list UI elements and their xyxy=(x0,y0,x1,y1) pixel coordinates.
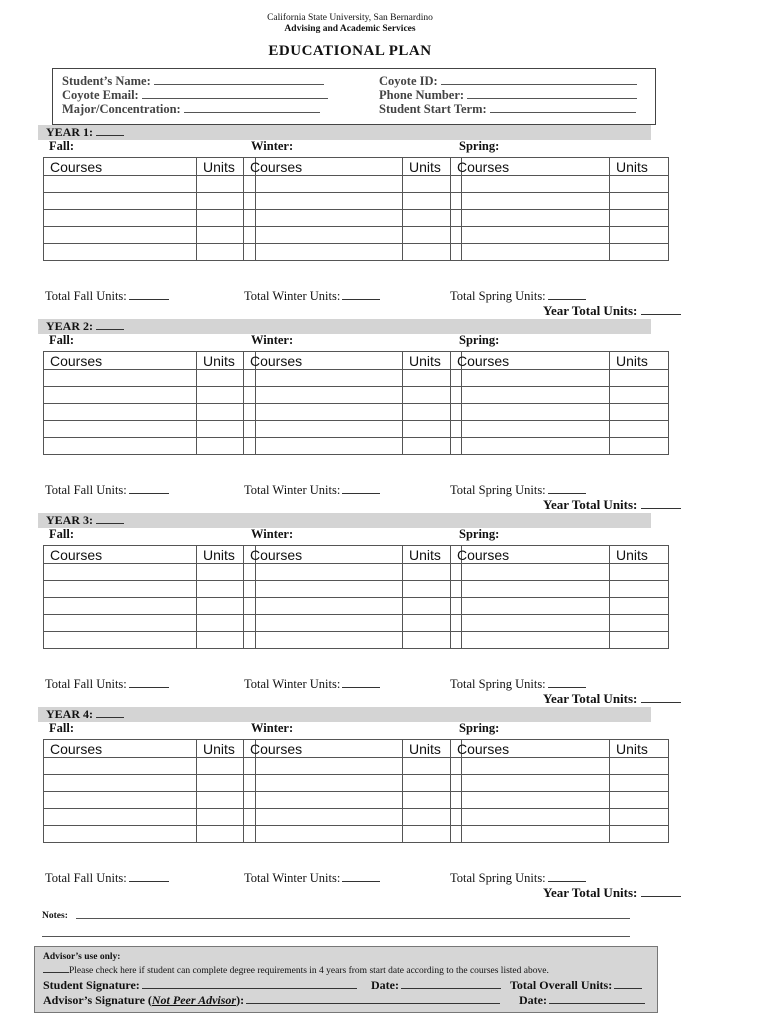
units-cell[interactable] xyxy=(610,809,669,826)
course-cell[interactable] xyxy=(244,370,403,387)
course-cell[interactable] xyxy=(44,758,197,775)
total-spring-label: Total Spring Units: xyxy=(450,289,546,303)
table-row xyxy=(44,581,256,598)
units-cell[interactable] xyxy=(610,387,669,404)
courses-header: Courses xyxy=(451,158,610,176)
course-cell[interactable] xyxy=(244,581,403,598)
courses-header: Courses xyxy=(244,158,403,176)
table-row xyxy=(44,244,256,261)
advisor-signature-label: Advisor’s Signature ( xyxy=(43,993,152,1007)
total-winter-units-field[interactable] xyxy=(244,677,380,692)
course-cell[interactable] xyxy=(451,421,610,438)
check-text: Please check here if student can complete degree requirements in 4 years from start date according to the courses listed above. xyxy=(69,966,549,976)
total-winter-label: Total Winter Units: xyxy=(244,677,341,691)
table-row xyxy=(44,564,256,581)
course-table-fall xyxy=(43,739,256,843)
course-cell[interactable] xyxy=(244,193,403,210)
course-cell[interactable] xyxy=(244,826,403,843)
coyote-email-label: Coyote Email: xyxy=(62,88,139,102)
total-overall-label: Total Overall Units: xyxy=(510,978,613,992)
units-header: Units xyxy=(403,158,462,176)
units-header: Units xyxy=(403,546,462,564)
table-row xyxy=(451,758,669,775)
term-label-fall: Fall: xyxy=(49,527,74,541)
course-cell[interactable] xyxy=(244,176,403,193)
major-field[interactable] xyxy=(62,101,320,117)
table-row xyxy=(44,758,256,775)
table-row xyxy=(451,387,669,404)
units-header: Units xyxy=(197,158,256,176)
units-cell[interactable] xyxy=(610,210,669,227)
course-cell[interactable] xyxy=(44,826,197,843)
units-cell[interactable] xyxy=(610,370,669,387)
table-row xyxy=(451,193,669,210)
table-row xyxy=(44,210,256,227)
table-row xyxy=(451,421,669,438)
year-total-label: Year Total Units: xyxy=(543,497,638,512)
table-row xyxy=(244,421,462,438)
table-header xyxy=(451,352,669,370)
units-cell[interactable] xyxy=(610,632,669,649)
table-row xyxy=(244,564,462,581)
units-cell[interactable] xyxy=(610,438,669,455)
course-cell[interactable] xyxy=(44,632,197,649)
units-cell[interactable] xyxy=(610,615,669,632)
course-table-winter xyxy=(243,351,462,455)
date-field-2[interactable] xyxy=(519,993,645,1008)
total-fall-units-field[interactable] xyxy=(45,677,169,692)
year-total-units-field[interactable] xyxy=(543,303,681,319)
table-row xyxy=(244,387,462,404)
course-table-spring xyxy=(450,351,669,455)
table-row xyxy=(244,244,462,261)
course-cell[interactable] xyxy=(44,210,197,227)
table-row xyxy=(244,581,462,598)
total-spring-units-field[interactable] xyxy=(450,871,586,886)
units-cell[interactable] xyxy=(610,775,669,792)
course-cell[interactable] xyxy=(244,564,403,581)
course-cell[interactable] xyxy=(451,758,610,775)
year-blank[interactable] xyxy=(96,319,124,330)
table-row xyxy=(44,792,256,809)
total-fall-label: Total Fall Units: xyxy=(45,289,127,303)
course-cell[interactable] xyxy=(244,792,403,809)
course-cell[interactable] xyxy=(244,438,403,455)
course-cell[interactable] xyxy=(451,564,610,581)
advisor-section xyxy=(34,946,658,1013)
term-label-spring: Spring: xyxy=(459,139,500,153)
table-row xyxy=(244,792,462,809)
year-label: YEAR 2: xyxy=(46,319,93,333)
course-cell[interactable] xyxy=(244,758,403,775)
table-row xyxy=(451,826,669,843)
table-row xyxy=(44,598,256,615)
table-header xyxy=(44,546,256,564)
year-total-label: Year Total Units: xyxy=(543,885,638,900)
table-header xyxy=(44,740,256,758)
table-row xyxy=(44,632,256,649)
total-fall-label: Total Fall Units: xyxy=(45,677,127,691)
table-row xyxy=(244,176,462,193)
table-row xyxy=(244,227,462,244)
year-blank[interactable] xyxy=(96,125,124,136)
term-label-fall: Fall: xyxy=(49,139,74,153)
course-cell[interactable] xyxy=(451,244,610,261)
close-paren: ): xyxy=(236,993,245,1007)
phone-label: Phone Number: xyxy=(379,88,465,102)
notes-line[interactable] xyxy=(76,918,630,919)
table-header xyxy=(244,158,462,176)
course-cell[interactable] xyxy=(44,809,197,826)
total-winter-label: Total Winter Units: xyxy=(244,871,341,885)
start-term-label: Student Start Term: xyxy=(379,102,487,116)
courses-header: Courses xyxy=(451,740,610,758)
course-cell[interactable] xyxy=(451,581,610,598)
student-info-box xyxy=(52,68,656,125)
courses-header: Courses xyxy=(244,546,403,564)
table-row xyxy=(451,438,669,455)
course-cell[interactable] xyxy=(44,370,197,387)
units-header: Units xyxy=(610,546,669,564)
table-row xyxy=(244,370,462,387)
table-header xyxy=(451,546,669,564)
year-bar xyxy=(38,513,651,528)
check-blank[interactable] xyxy=(43,964,69,973)
total-fall-label: Total Fall Units: xyxy=(45,483,127,497)
table-row xyxy=(451,210,669,227)
date-label-2: Date: xyxy=(519,993,547,1007)
units-cell[interactable] xyxy=(610,792,669,809)
course-cell[interactable] xyxy=(244,404,403,421)
total-fall-label: Total Fall Units: xyxy=(45,871,127,885)
term-label-spring: Spring: xyxy=(459,721,500,735)
major-label: Major/Concentration: xyxy=(62,102,181,116)
course-cell[interactable] xyxy=(44,438,197,455)
four-year-check[interactable] xyxy=(43,964,549,976)
university-name: California State University, San Bernardino xyxy=(267,13,433,23)
total-winter-label: Total Winter Units: xyxy=(244,483,341,497)
course-cell[interactable] xyxy=(451,792,610,809)
table-row xyxy=(451,775,669,792)
year-label: YEAR 1: xyxy=(46,125,93,139)
coyote-id-label: Coyote ID: xyxy=(379,74,438,88)
total-spring-label: Total Spring Units: xyxy=(450,871,546,885)
table-row xyxy=(244,809,462,826)
course-cell[interactable] xyxy=(244,615,403,632)
units-header: Units xyxy=(403,352,462,370)
date-label-1: Date: xyxy=(371,978,399,992)
table-row xyxy=(451,598,669,615)
course-table-spring xyxy=(450,739,669,843)
total-spring-units-field[interactable] xyxy=(450,289,586,304)
table-row xyxy=(451,581,669,598)
table-row xyxy=(244,210,462,227)
total-winter-units-field[interactable] xyxy=(244,289,380,304)
year-label: YEAR 4: xyxy=(46,707,93,721)
units-cell[interactable] xyxy=(610,176,669,193)
total-winter-units-field[interactable] xyxy=(244,483,380,498)
table-row xyxy=(44,438,256,455)
term-label-winter: Winter: xyxy=(251,139,294,153)
total-fall-units-field[interactable] xyxy=(45,871,169,886)
term-label-spring: Spring: xyxy=(459,333,500,347)
year-bar xyxy=(38,707,651,722)
table-header xyxy=(244,352,462,370)
notes-line[interactable] xyxy=(42,936,630,937)
page-title: EDUCATIONAL PLAN xyxy=(268,43,432,59)
courses-header: Courses xyxy=(44,352,197,370)
course-cell[interactable] xyxy=(44,615,197,632)
course-table-fall xyxy=(43,545,256,649)
table-row xyxy=(44,176,256,193)
table-header xyxy=(44,352,256,370)
course-table-fall xyxy=(43,351,256,455)
course-cell[interactable] xyxy=(44,404,197,421)
courses-header: Courses xyxy=(451,352,610,370)
advisor-title: Advisor’s use only: xyxy=(43,952,121,962)
course-cell[interactable] xyxy=(451,404,610,421)
course-cell[interactable] xyxy=(44,176,197,193)
course-cell[interactable] xyxy=(451,370,610,387)
table-row xyxy=(44,809,256,826)
date-field-1[interactable] xyxy=(371,978,501,993)
table-row xyxy=(44,387,256,404)
total-fall-units-field[interactable] xyxy=(45,483,169,498)
year-total-label: Year Total Units: xyxy=(543,303,638,318)
year-label: YEAR 3: xyxy=(46,513,93,527)
not-peer-advisor: Not Peer Advisor xyxy=(151,993,237,1007)
table-row xyxy=(244,615,462,632)
table-row xyxy=(44,615,256,632)
table-row xyxy=(451,632,669,649)
table-row xyxy=(451,615,669,632)
year-total-units-field[interactable] xyxy=(543,497,681,513)
course-table-spring xyxy=(450,545,669,649)
course-cell[interactable] xyxy=(244,227,403,244)
table-row xyxy=(451,227,669,244)
course-cell[interactable] xyxy=(244,387,403,404)
course-cell[interactable] xyxy=(244,210,403,227)
units-cell[interactable] xyxy=(610,581,669,598)
term-label-fall: Fall: xyxy=(49,721,74,735)
course-cell[interactable] xyxy=(244,421,403,438)
course-cell[interactable] xyxy=(44,775,197,792)
course-cell[interactable] xyxy=(44,598,197,615)
units-cell[interactable] xyxy=(610,826,669,843)
year-total-label: Year Total Units: xyxy=(543,691,638,706)
total-fall-units-field[interactable] xyxy=(45,289,169,304)
units-cell[interactable] xyxy=(610,598,669,615)
table-row xyxy=(44,370,256,387)
year-bar xyxy=(38,125,651,140)
term-label-winter: Winter: xyxy=(251,333,294,347)
start-term-field[interactable] xyxy=(379,101,636,117)
notes-label: Notes: xyxy=(42,911,68,921)
table-row xyxy=(44,826,256,843)
units-cell[interactable] xyxy=(610,244,669,261)
student-signature-label: Student Signature: xyxy=(43,978,140,992)
table-row xyxy=(244,632,462,649)
units-cell[interactable] xyxy=(610,227,669,244)
student-name-label: Student’s Name: xyxy=(62,74,151,88)
units-header: Units xyxy=(403,740,462,758)
units-cell[interactable] xyxy=(610,758,669,775)
units-header: Units xyxy=(610,158,669,176)
course-cell[interactable] xyxy=(451,598,610,615)
department-name: Advising and Academic Services xyxy=(284,24,416,34)
units-cell[interactable] xyxy=(610,564,669,581)
courses-header: Courses xyxy=(44,546,197,564)
course-cell[interactable] xyxy=(44,792,197,809)
total-spring-units-field[interactable] xyxy=(450,483,586,498)
course-table-spring xyxy=(450,157,669,261)
units-cell[interactable] xyxy=(610,421,669,438)
table-row xyxy=(44,775,256,792)
table-row xyxy=(44,404,256,421)
units-header: Units xyxy=(197,546,256,564)
table-row xyxy=(44,227,256,244)
course-cell[interactable] xyxy=(44,564,197,581)
courses-header: Courses xyxy=(451,546,610,564)
course-cell[interactable] xyxy=(451,438,610,455)
course-cell[interactable] xyxy=(451,826,610,843)
course-cell[interactable] xyxy=(44,193,197,210)
units-header: Units xyxy=(610,352,669,370)
term-label-spring: Spring: xyxy=(459,527,500,541)
course-cell[interactable] xyxy=(451,809,610,826)
year-bar xyxy=(38,319,651,334)
table-row xyxy=(244,598,462,615)
course-cell[interactable] xyxy=(451,210,610,227)
course-table-winter xyxy=(243,545,462,649)
table-row xyxy=(451,564,669,581)
course-cell[interactable] xyxy=(451,387,610,404)
table-header xyxy=(451,158,669,176)
courses-header: Courses xyxy=(244,352,403,370)
total-spring-units-field[interactable] xyxy=(450,677,586,692)
course-cell[interactable] xyxy=(44,244,197,261)
table-row xyxy=(44,421,256,438)
course-cell[interactable] xyxy=(44,581,197,598)
units-header: Units xyxy=(197,352,256,370)
table-row xyxy=(451,176,669,193)
year-total-units-field[interactable] xyxy=(543,885,681,901)
course-table-winter xyxy=(243,157,462,261)
course-cell[interactable] xyxy=(451,632,610,649)
course-cell[interactable] xyxy=(244,809,403,826)
courses-header: Courses xyxy=(44,158,197,176)
table-row xyxy=(44,193,256,210)
course-table-winter xyxy=(243,739,462,843)
table-row xyxy=(451,792,669,809)
course-cell[interactable] xyxy=(451,615,610,632)
table-row xyxy=(451,244,669,261)
table-row xyxy=(244,193,462,210)
total-spring-label: Total Spring Units: xyxy=(450,483,546,497)
term-label-winter: Winter: xyxy=(251,721,294,735)
table-header xyxy=(451,740,669,758)
courses-header: Courses xyxy=(44,740,197,758)
table-row xyxy=(244,758,462,775)
table-row xyxy=(451,404,669,421)
course-cell[interactable] xyxy=(451,775,610,792)
total-spring-label: Total Spring Units: xyxy=(450,677,546,691)
course-cell[interactable] xyxy=(451,227,610,244)
course-cell[interactable] xyxy=(44,387,197,404)
table-row xyxy=(244,826,462,843)
course-cell[interactable] xyxy=(44,227,197,244)
courses-header: Courses xyxy=(244,740,403,758)
year-blank[interactable] xyxy=(96,707,124,718)
units-header: Units xyxy=(197,740,256,758)
table-header xyxy=(44,158,256,176)
table-header xyxy=(244,546,462,564)
units-cell[interactable] xyxy=(610,193,669,210)
total-winter-units-field[interactable] xyxy=(244,871,380,886)
table-row xyxy=(451,370,669,387)
course-cell[interactable] xyxy=(451,193,610,210)
course-cell[interactable] xyxy=(244,244,403,261)
table-row xyxy=(244,775,462,792)
table-header xyxy=(244,740,462,758)
units-cell[interactable] xyxy=(610,404,669,421)
term-label-winter: Winter: xyxy=(251,527,294,541)
units-header: Units xyxy=(610,740,669,758)
course-cell[interactable] xyxy=(244,598,403,615)
year-blank[interactable] xyxy=(96,513,124,524)
table-row xyxy=(244,438,462,455)
student-signature-field[interactable] xyxy=(43,978,357,993)
total-winter-label: Total Winter Units: xyxy=(244,289,341,303)
term-label-fall: Fall: xyxy=(49,333,74,347)
advisor-signature-field[interactable] xyxy=(43,993,500,1008)
course-cell[interactable] xyxy=(244,632,403,649)
course-cell[interactable] xyxy=(44,421,197,438)
course-cell[interactable] xyxy=(451,176,610,193)
course-table-fall xyxy=(43,157,256,261)
total-overall-field[interactable] xyxy=(510,978,642,993)
table-row xyxy=(451,809,669,826)
table-row xyxy=(244,404,462,421)
year-total-units-field[interactable] xyxy=(543,691,681,707)
course-cell[interactable] xyxy=(244,775,403,792)
